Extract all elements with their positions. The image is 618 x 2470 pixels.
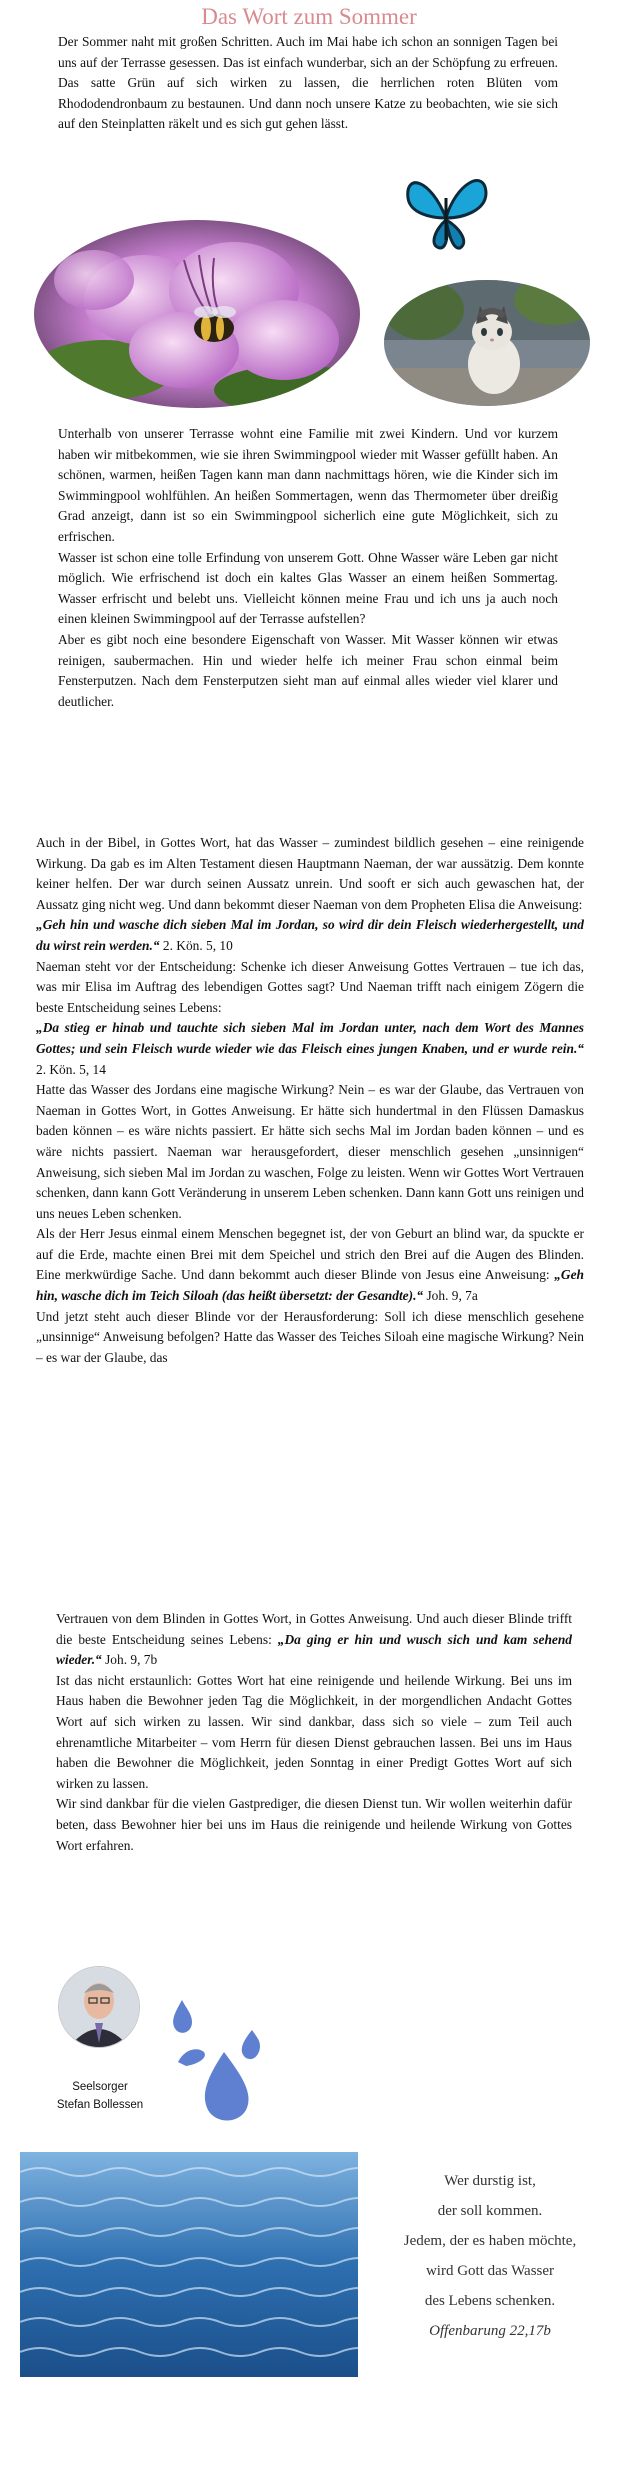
paragraph-cleaning: Aber es gibt noch eine besondere Eigenschaft von Wasser. Mit Wasser können wir etwas reinigen, saubermachen. Hin und wieder helfe ich meiner Frau schon einmal beim Fensterputzen. Nach dem Fensterputzen sieht man auf einmal alles wieder viel klarer und deutlicher. <box>58 631 558 709</box>
bible-verse <box>370 2166 610 2346</box>
quote-text: „Geh hin, wasche dich im Teich Siloah (das heißt übersetzt: der Gesandte).“ <box>36 1267 584 1304</box>
rhododendron-bee-photo <box>34 220 360 408</box>
closing-section <box>56 1609 572 1856</box>
paragraph-blind-man <box>36 1224 584 1306</box>
author-caption <box>30 2078 170 2114</box>
verse-line: der soll kommen. <box>437 2203 543 2219</box>
paragraph-naeman-intro: Auch in der Bibel, in Gottes Wort, hat das Wasser – zumindest bildlich gesehen – eine reinigende Wirkung. Da gab es im Alten Testament diesen Hauptmann Naeman, der war aussätzig. Dem konnte keiner helfen. Der war durch seinen Aussatz unrein. Und sooft er sich auch gewaschen hat, der Aussatz ging nicht weg. Und dann bekommt dieser Naeman von dem Propheten Elisa die Anweisung: <box>36 835 584 912</box>
quote-text: „Geh hin und wasche dich sieben Mal im Jordan, so wird dir dein Fleisch wiederhergestellt, und du wirst rein werden.“ <box>36 917 584 953</box>
paragraph-family-pool: Unterhalb von unserer Terrasse wohnt eine Familie mit zwei Kindern. Und vor kurzem haben wir mitbekommen, wie sie ihren Swimmingpool wieder mit Wasser gefüllt haben. An schönen, warmen, heißen Tagen kann man dann nachmittags hören, wie die Kinder sich im Swimmingpool wohlfühlen. An heißen Sommertagen, wenn das Thermometer über dreißig Grad anzeigt, dann ist so ein Swimmingpool sicherlich eine gute Möglichkeit, sich zu erfrischen. <box>58 426 558 544</box>
cat-on-terrace-photo <box>384 280 590 406</box>
page-title: Das Wort zum Sommer <box>201 4 417 29</box>
paragraph-naeman-decision: Naeman steht vor der Entscheidung: Schenke ich dieser Anweisung Gottes Vertrauen – tue ich das, was mir Elisa im Auftrag des lebendigen Gottes sagt? Und Naeman trifft nach einigem Zögern die beste Entscheidung seines Lebens: <box>36 958 584 1015</box>
rhododendron-bee-illustration <box>34 220 360 408</box>
paragraph-text: Vertrauen von dem Blinden in Gottes Wort, in Gottes Anweisung. Und auch dieser Blinde trifft die beste Entscheidung seines Lebens: <box>56 1611 572 1647</box>
intro-paragraph <box>58 32 558 135</box>
quote-reference: Joh. 9, 7b <box>101 1652 158 1668</box>
quote-reference: 2. Kön. 5, 10 <box>159 937 233 953</box>
person-icon <box>59 1967 139 2047</box>
paragraph-siloah: Und jetzt steht auch dieser Blinde vor der Herausforderung: Soll ich diese menschlich gesehene „unsinnige“ Anweisung befolgen? Hatte das Wasser des Teiches Siloah eine magische Wirkung? Nein – es war der Glaube, das <box>36 1308 584 1365</box>
verse-line: Jedem, der es haben möchte, <box>403 2233 577 2249</box>
quote-text: „Da ging er hin und wusch sich und kam sehend wieder.“ <box>56 1631 572 1668</box>
bible-quote-1 <box>36 915 584 956</box>
paragraph-devotion: Ist das nicht erstaunlich: Gottes Wort hat eine reinigende und heilende Wirkung. Bei uns im Haus haben die Bewohner jeden Tag die Möglichkeit, in der morgendlichen Andacht Gottes Wort auf sich wirken zu lassen. Wir sind dankbar, dass sich so viele – zum Teil auch ehrenamtliche Mitarbeiter – vom Herrn für diesen Dienst gebrauchen lassen. Bei uns im Haus haben die Bewohner die Möglichkeit, jeden Sonntag in einer Predigt Gottes Wort auf sich wirken zu lassen. <box>56 1672 572 1791</box>
quote-reference: 2. Kön. 5, 14 <box>36 1061 106 1077</box>
bible-quote-2 <box>36 1018 584 1080</box>
water-drops-icon <box>164 1992 294 2140</box>
author-portrait <box>58 1966 140 2048</box>
intro-text: Der Sommer naht mit großen Schritten. Auch im Mai habe ich schon an sonnigen Tagen bei uns auf der Terrasse gesessen. Das ist einfach wunderbar, sich an der Schöpfung zu erfreuen. Das satte Grün auf sich wirken zu lassen, die herrlichen roten Blüten vom Rhododendronbaum zu bestaunen. Und dann noch unsere Katze zu beobachten, wie sie sich auf den Steinplatten räkelt und es sich gut gehen lässt. <box>58 34 558 132</box>
paragraph-jordan: Hatte das Wasser des Jordans eine magische Wirkung? Nein – es war der Glaube, das Vertrauen von Naeman in Gottes Wort, in Gottes Anweisung. Er hätte sich hundertmal in den Flüssen Damaskus baden können – es wäre nichts passiert. Er hätte sich sechs Mal im Jordan baden können – und es wäre nichts passiert. Naeman war herausgefordert, dieser menschlich gesehen „unsinnigen“ Anweisung, sich sieben Mal im Jordan zu waschen, Folge zu leisten. Wenn wir Gottes Wort Vertrauen schenken, dann kann Gott Veränderung in unserem Leben schenken. Dann kann Gott uns reinigen und uns neues Leben schenken. <box>36 1082 584 1221</box>
paragraph-water-invention: Wasser ist schon eine tolle Erfindung von unserem Gott. Ohne Wasser wäre Leben gar nicht möglich. Wie erfrischend ist doch ein kaltes Glas Wasser an einem heißen Sommertag. Wasser erfrischt und belebt uns. Vielleicht können meine Frau und ich uns ja auch noch einen kleinen Swimmingpool auf der Terrasse aufstellen? <box>58 549 558 627</box>
bible-section <box>36 833 584 1368</box>
paragraph-trust <box>56 1609 572 1671</box>
quote-text: „Da stieg er hinab und tauchte sich sieben Mal im Jordan unter, nach dem Wort des Mannes Gottes; und sein Fleisch wurde wieder wie das Fleisch eines jungen Knaben, und er wurde rein.“ <box>36 1020 584 1056</box>
verse-line: wird Gott das Wasser <box>425 2263 555 2279</box>
paragraph-text: Als der Herr Jesus einmal einem Menschen begegnet ist, der von Geburt an blind war, da spuckte er auf die Erde, machte einen Brei mit dem Speichel und strich den Brei auf die Augen des Blinden. Eine merkwürdige Sache. Und dann bekommt auch dieser Blinde von Jesus eine Anweisung: <box>36 1226 584 1283</box>
verse-line: des Lebens schenken. <box>424 2293 556 2309</box>
quote-reference: Joh. 9, 7a <box>423 1288 478 1304</box>
cat-illustration <box>384 280 590 406</box>
verse-source: Offenbarung 22,17b <box>429 2323 551 2339</box>
author-role: Seelsorger <box>72 2081 128 2093</box>
verse-line: Wer durstig ist, <box>444 2173 536 2189</box>
paragraph-thanks: Wir sind dankbar für die vielen Gastprediger, die diesen Dienst tun. Wir wollen weiterhin dafür beten, dass Bewohner hier bei uns im Haus die reinigende und heilende Wirkung von Gottes Wort erfahren. <box>56 1796 572 1853</box>
water-surface-photo <box>20 2152 358 2377</box>
author-name: Stefan Bollessen <box>56 2099 144 2111</box>
butterfly-icon <box>400 168 492 254</box>
bee-icon <box>194 306 236 342</box>
swimmingpool-section <box>58 424 558 712</box>
